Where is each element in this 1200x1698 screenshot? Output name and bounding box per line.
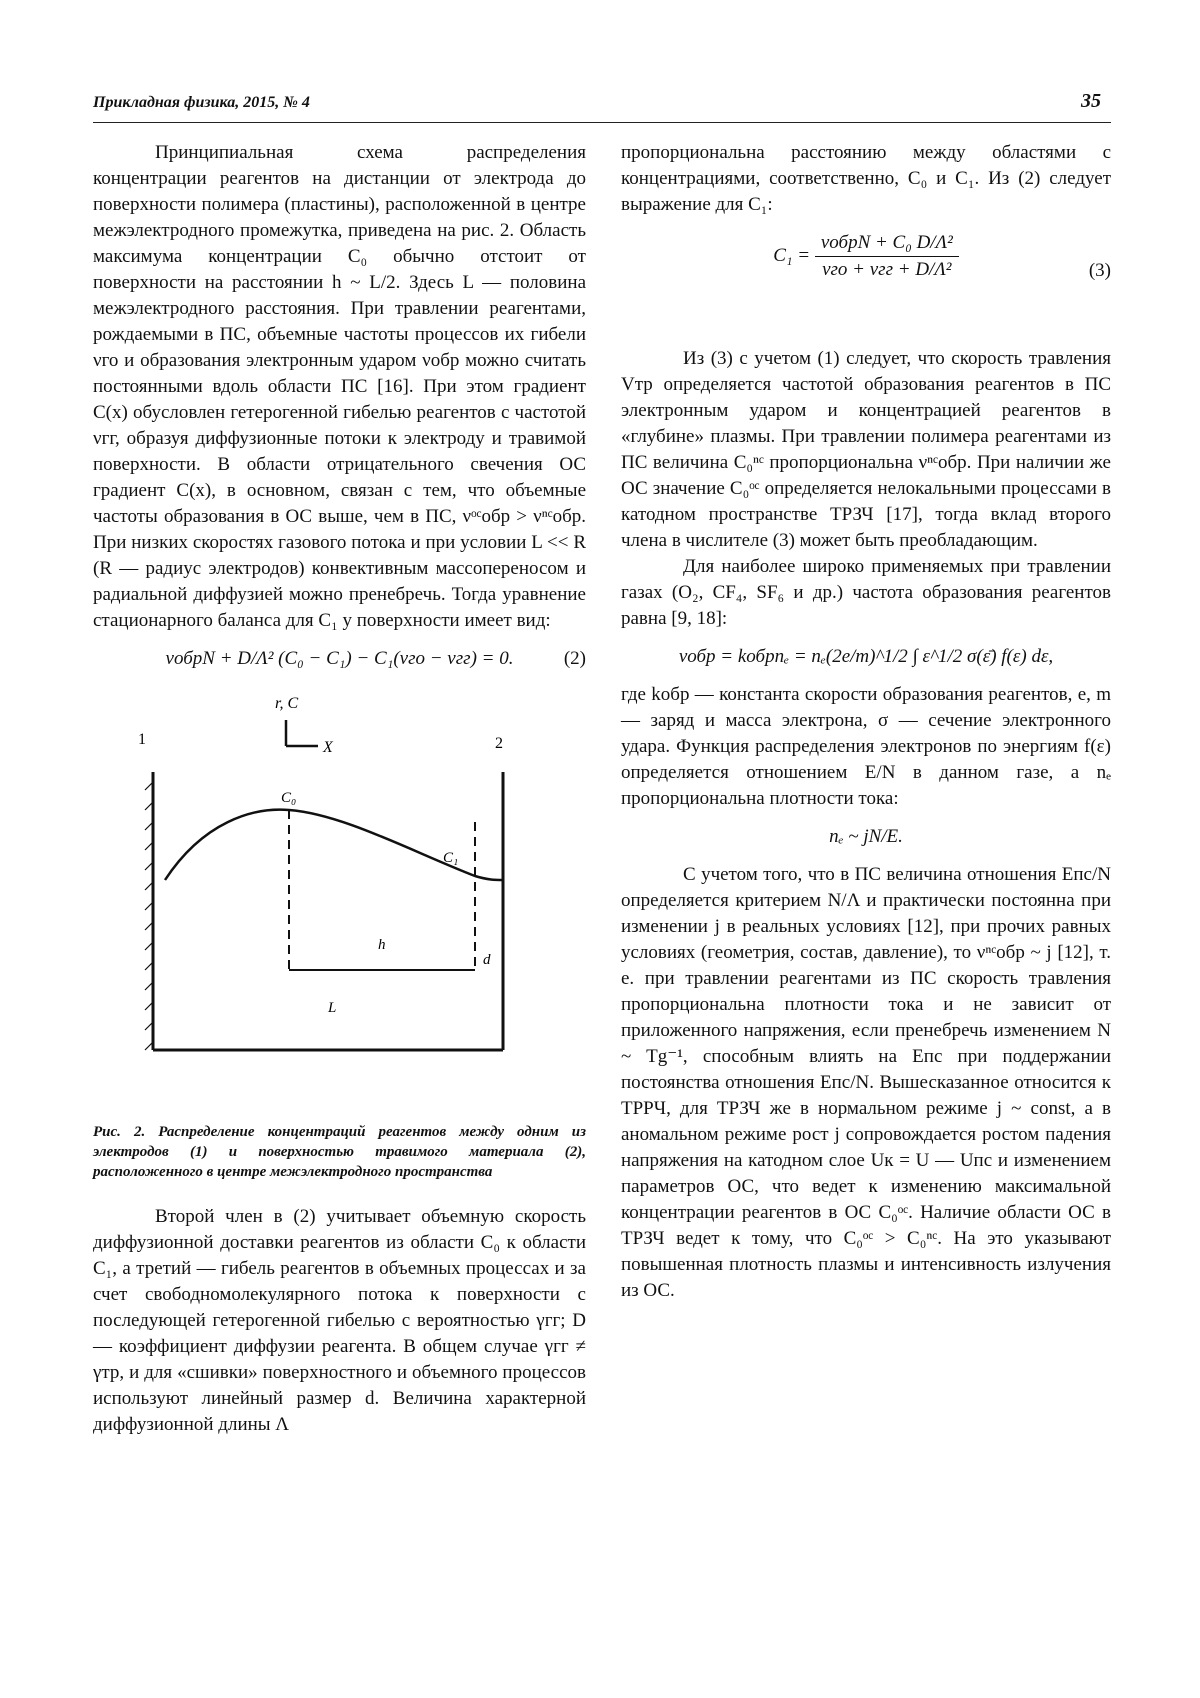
label-electrode-1: 1 [138, 731, 146, 748]
left-paragraph-2: Второй член в (2) учитывает объемную скорость диффузионной доставки реагентов из области C₀ к области C₁, а третий — гибель реагентов в объемных процессах и за счет свободномолекулярного потока к поверхности с последующей гетерогенной гибелью с вероятностью γгг; D — коэффициент диффузии реагента. В общем случае γгг ≠ γтр, и для «сшивки» поверхностного и объемного процессов используют линейный размер d. Величина характерной диффузионной длины Λ [93, 1206, 586, 1435]
equation-4 [621, 644, 1111, 670]
concentration-curve [165, 810, 503, 880]
right-paragraph-5: С учетом того, что в ПС величина отношения Eпс/N определяется критерием N/Λ и практически постоянна при изменении j в реальных условиях [12], при прочих равных условиях (геометрия, состав, давление), то νⁿᶜобр ~ j [12], т. е. при травлении реагентами из ПС скорость травления пропорциональна плотности тока и не зависит от приложенного напряжения, если пренебречь изменением N ~ Tg⁻¹, способным влиять на Eпс при поддержании постоянства отношения Eпс/N. Вышесказанное относится к ТРРЧ, для ТРЗЧ же в нормальном режиме j ~ const, а в аномальном режиме рост j сопровождается ростом падения напряжения на катодном слое Uк = U — Uпс и изменением параметров ОС, что ведет к изменению максимальной концентрации реагентов в ОС C₀ᵒᶜ. Наличие области ОС в ТРЗЧ ведет к тому, что C₀ᵒᶜ > C₀ⁿᶜ. На это указывают повышенная плотность плазмы и интенсивность излучения из ОС. [621, 864, 1111, 1301]
equation-3-denominator: νго + νгг + D/Λ² [822, 259, 952, 280]
right-column [621, 140, 1111, 1304]
equation-2-number: (2) [563, 648, 586, 669]
left-column [93, 140, 586, 1438]
figure-2 [93, 692, 586, 1112]
right-paragraph-2: Из (3) с учетом (1) следует, что скорость травления Vтр определяется частотой образования реагентов в ПС электронным ударом и концентрацией реагентов в «глубине» плазмы. При травлении полимера реагентами из ПС величина C₀ⁿᶜ пропорциональна νⁿᶜобр. При наличии же ОС значение C₀ᵒᶜ определяется нелокальными процессами в катодном пространстве ТРЗЧ [17], тогда вклад второго члена в числителе (3) может быть преобладающим. [621, 348, 1111, 551]
page-header [93, 84, 1111, 123]
figure-2-caption: Рис. 2. Распределение концентраций реагентов между одним из электродов (1) и поверхностью травимого материала (2), расположенного в центре межэлектродного пространства [93, 1124, 586, 1180]
equation-3 [621, 230, 1111, 334]
equation-4-body: νобр = kобрnₑ = nₑ(2e/m)^1/2 ∫ ε^1/2 σ(ε̄) f(ε) dε, [678, 646, 1054, 667]
label-h: h [378, 937, 386, 953]
axis-label-x: X [323, 739, 333, 756]
right-paragraph-4: где kобр — константа скорости образования реагентов, e, m — заряд и масса электрона, σ — сечение электронного удара. Функция распределения электронов по энергиям f(ε) определяется отношением E/N в данном газе, а nₑ пропорциональна плотности тока: [621, 684, 1111, 809]
equation-2 [93, 646, 586, 672]
label-c0: C₀ [281, 790, 297, 806]
label-d: d [483, 952, 491, 968]
equation-2-body: νобрN + D/Λ² (C₀ − C₁) − C₁(νго − νгг) = 0. [165, 648, 514, 669]
equation-5 [621, 824, 1111, 850]
label-c1: C₁ [443, 850, 459, 866]
equation-3-fraction [815, 230, 959, 283]
equation-3-lhs: C₁ = [773, 244, 811, 266]
figure-2-diagram [93, 692, 586, 1112]
equation-3-number: (3) [1088, 260, 1111, 281]
label-L: L [328, 1000, 337, 1016]
label-electrode-2: 2 [495, 735, 503, 752]
equation-3-numerator: νобрN + C₀ D/Λ² [815, 230, 959, 257]
right-paragraph-3: Для наиболее широко применяемых при травлении газах (O₂, CF₄, SF₆ и др.) частота образования реагентов равна [9, 18]: [621, 556, 1111, 629]
right-paragraph-1: пропорциональна расстоянию между областями с концентрациями, соответственно, C₀ и C₁. Из (2) следует выражение для C₁: [621, 142, 1111, 215]
left-paragraph-1: Принципиальная схема распределения концентрации реагентов на дистанции от электрода до поверхности полимера (пластины), расположенной в центре межэлектродного промежутка, приведена на рис. 2. Область максимума концентрации C₀ обычно отстоит от поверхности на расстоянии h ~ L/2. Здесь L — половина межэлектродного расстояния. При травлении реагентами, рождаемыми в ПС, объемные частоты процессов их гибели νго и образования электронным ударом νобр можно считать постоянными вдоль области ПС [16]. При этом градиент C(x) обусловлен гетерогенной гибелью реагентов с частотой νгг, образуя диффузионные потоки к электроду и травимой поверхности. В области отрицательного свечения ОС градиент C(x), в основном, связан с тем, что объемные частоты образования в ОС выше, чем в ПС, νᵒᶜобр > νⁿᶜобр. При низких скоростях газового потока и при условии L << R (R — радиус электродов) конвективным массопереносом и радиальной диффузией можно пренебречь. Тогда уравнение стационарного баланса для C₁ у поверхности имеет вид: [93, 142, 586, 631]
journal-title: Прикладная физика, 2015, № 4 [93, 94, 310, 111]
equation-5-body: nₑ ~ jN/E. [829, 826, 903, 847]
axis-label-r-c: r, C [275, 695, 299, 712]
page-number: 35 [1081, 90, 1101, 112]
